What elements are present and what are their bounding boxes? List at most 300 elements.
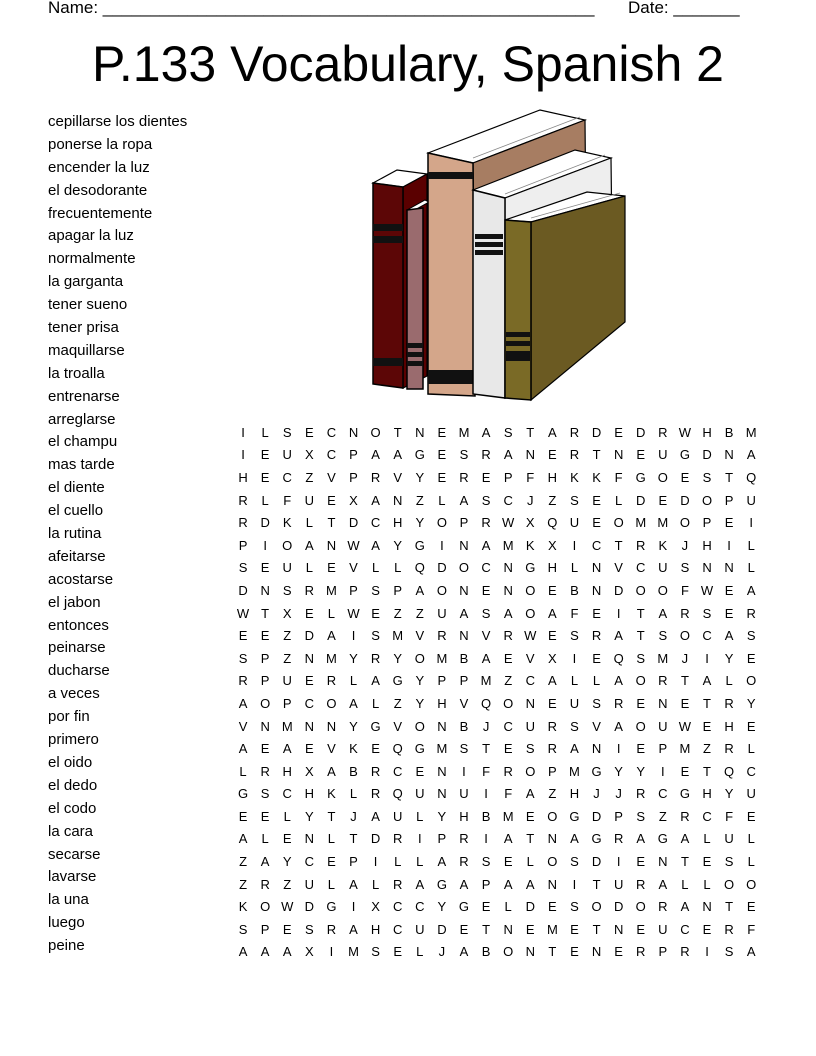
grid-letter: O — [414, 718, 425, 734]
grid-letter: X — [304, 944, 314, 960]
grid-letter: M — [326, 650, 337, 666]
grid-letter: N — [459, 628, 469, 644]
grid-letter: E — [746, 650, 756, 666]
grid-letter: Z — [658, 808, 667, 824]
grid-letter: L — [327, 605, 336, 621]
grid-letter: T — [725, 899, 734, 915]
grid-letter: I — [351, 628, 356, 644]
grid-letter: H — [569, 786, 580, 802]
grid-letter: Q — [724, 763, 735, 779]
grid-letter: E — [503, 650, 513, 666]
grid-letter: C — [525, 673, 535, 689]
grid-letter: C — [702, 808, 712, 824]
grid-letter: Z — [239, 854, 248, 870]
grid-letter: L — [327, 831, 336, 847]
word-list-item: peinarse — [48, 639, 106, 657]
grid-letter: R — [746, 605, 756, 621]
grid-letter: A — [349, 921, 358, 937]
grid-letter: L — [747, 537, 755, 553]
grid-letter: S — [481, 854, 491, 870]
grid-letter: T — [636, 605, 645, 621]
grid-letter: A — [658, 605, 668, 621]
grid-letter: E — [371, 605, 380, 621]
grid-letter: A — [349, 695, 358, 711]
grid-letter: G — [591, 763, 602, 779]
word-list-item: arreglarse — [48, 410, 116, 428]
grid-letter: N — [437, 786, 447, 802]
grid-letter: L — [261, 492, 269, 508]
grid-letter: A — [570, 741, 579, 757]
grid-letter: I — [329, 944, 334, 960]
word-list-item: primero — [48, 731, 99, 749]
grid-letter: A — [548, 424, 557, 440]
grid-letter: I — [616, 605, 621, 621]
grid-letter: N — [459, 582, 469, 598]
grid-letter: N — [503, 560, 513, 576]
grid-letter: I — [351, 899, 356, 915]
grid-letter: D — [348, 515, 359, 531]
grid-letter: C — [326, 447, 337, 463]
grid-letter: D — [636, 424, 646, 440]
grid-letter: I — [661, 763, 665, 779]
grid-letter: A — [327, 763, 336, 779]
grid-letter: G — [657, 831, 668, 847]
grid-letter: P — [260, 921, 270, 937]
grid-letter: O — [657, 582, 668, 598]
grid-letter: E — [702, 921, 712, 937]
grid-letter: L — [394, 560, 402, 576]
grid-letter: R — [437, 628, 447, 644]
grid-letter: S — [503, 424, 513, 440]
grid-row — [232, 941, 762, 964]
grid-letter: Z — [283, 628, 292, 644]
grid-letter: D — [304, 899, 315, 915]
word-list-item: entrenarse — [48, 387, 120, 405]
grid-letter: E — [636, 854, 646, 870]
grid-letter: K — [282, 515, 292, 531]
grid-letter: A — [481, 424, 491, 440]
grid-letter: Q — [547, 515, 558, 531]
grid-letter: I — [263, 537, 267, 553]
grid-row — [232, 828, 762, 851]
grid-letter: N — [503, 582, 513, 598]
grid-letter: C — [636, 560, 646, 576]
grid-letter: F — [283, 492, 292, 508]
grid-row — [232, 692, 762, 715]
grid-letter: R — [636, 786, 646, 802]
grid-letter: L — [504, 899, 512, 915]
grid-letter: E — [746, 899, 756, 915]
grid-letter: P — [260, 673, 270, 689]
grid-letter: R — [569, 447, 580, 463]
grid-letter: O — [613, 515, 624, 531]
grid-letter: S — [636, 808, 646, 824]
word-list-item: afeitarse — [48, 547, 106, 565]
grid-letter: C — [481, 560, 491, 576]
word-list-item: el champu — [48, 433, 118, 451]
grid-letter: M — [657, 515, 669, 531]
grid-letter: R — [503, 628, 513, 644]
grid-letter: R — [680, 605, 690, 621]
grid-letter: S — [724, 944, 734, 960]
grid-letter: A — [459, 876, 469, 892]
grid-letter: H — [437, 695, 447, 711]
grid-letter: S — [680, 560, 690, 576]
grid-letter: P — [349, 582, 358, 598]
grid-letter: C — [393, 763, 403, 779]
grid-letter: O — [746, 673, 757, 689]
grid-letter: I — [241, 424, 245, 440]
grid-letter: E — [548, 899, 557, 915]
grid-letter: R — [393, 831, 403, 847]
grid-letter: N — [459, 537, 469, 553]
grid-letter: L — [305, 560, 313, 576]
grid-letter: E — [304, 605, 314, 621]
grid-letter: P — [503, 469, 513, 485]
grid-letter: E — [658, 492, 668, 508]
grid-row — [232, 715, 762, 738]
grid-letter: A — [503, 605, 513, 621]
grid-letter: S — [570, 492, 579, 508]
grid-letter: W — [524, 628, 537, 644]
grid-letter: N — [525, 695, 535, 711]
grid-letter: Z — [703, 741, 711, 757]
grid-letter: M — [657, 650, 669, 666]
grid-letter: X — [282, 605, 292, 621]
grid-letter: R — [393, 876, 403, 892]
grid-letter: V — [393, 469, 403, 485]
grid-letter: A — [481, 650, 491, 666]
grid-row — [232, 873, 762, 896]
word-list-item: maquillarse — [48, 341, 125, 359]
grid-letter: E — [548, 447, 557, 463]
grid-letter: A — [238, 695, 248, 711]
grid-letter: Z — [393, 695, 402, 711]
grid-letter: L — [416, 944, 424, 960]
page-title: P.133 Vocabulary, Spanish 2 — [92, 36, 724, 92]
grid-letter: E — [481, 899, 491, 915]
grid-letter: N — [702, 899, 712, 915]
grid-letter: O — [436, 582, 447, 598]
grid-letter: A — [746, 582, 756, 598]
grid-letter: H — [724, 718, 734, 734]
grid-letter: R — [658, 899, 668, 915]
grid-letter: E — [592, 515, 601, 531]
grid-letter: L — [416, 808, 424, 824]
grid-letter: J — [681, 537, 689, 553]
grid-letter: Q — [392, 786, 403, 802]
grid-row — [232, 444, 762, 467]
grid-letter: L — [747, 854, 755, 870]
grid-letter: V — [525, 650, 535, 666]
grid-letter: O — [547, 808, 558, 824]
grid-letter: P — [724, 492, 734, 508]
grid-letter: A — [459, 944, 469, 960]
grid-letter: W — [502, 515, 515, 531]
grid-letter: G — [679, 786, 690, 802]
grid-letter: S — [570, 854, 579, 870]
grid-letter: H — [702, 537, 712, 553]
grid-letter: Q — [746, 469, 757, 485]
grid-letter: N — [326, 718, 337, 734]
grid-letter: Z — [415, 605, 424, 621]
grid-letter: R — [481, 447, 491, 463]
grid-letter: D — [525, 899, 535, 915]
grid-letter: N — [260, 718, 270, 734]
grid-letter: P — [658, 944, 668, 960]
grid-letter: R — [260, 763, 270, 779]
grid-letter: O — [701, 492, 713, 508]
grid-letter: A — [260, 854, 270, 870]
grid-letter: G — [679, 447, 690, 463]
grid-letter: R — [613, 695, 624, 711]
grid-letter: X — [525, 515, 535, 531]
grid-letter: V — [592, 718, 601, 734]
grid-letter: Y — [282, 854, 292, 870]
grid-letter: J — [681, 650, 689, 666]
grid-letter: G — [635, 469, 646, 485]
word-list-item: tener prisa — [48, 319, 119, 337]
grid-letter: L — [261, 831, 269, 847]
grid-letter: Q — [481, 695, 492, 711]
grid-letter: L — [747, 741, 755, 757]
grid-row — [232, 489, 762, 512]
grid-letter: T — [592, 876, 601, 892]
grid-letter: P — [238, 537, 248, 553]
grid-letter: U — [282, 447, 292, 463]
grid-letter: L — [394, 854, 402, 870]
grid-row — [232, 895, 762, 918]
grid-letter: X — [349, 492, 358, 508]
grid-letter: S — [636, 650, 646, 666]
grid-letter: T — [526, 424, 535, 440]
grid-row — [232, 557, 762, 580]
grid-letter: Z — [283, 650, 292, 666]
grid-letter: X — [371, 899, 380, 915]
grid-letter: R — [636, 537, 646, 553]
grid-letter: K — [349, 741, 358, 757]
grid-letter: K — [525, 537, 535, 553]
grid-letter: D — [437, 560, 447, 576]
grid-letter: U — [282, 560, 292, 576]
grid-letter: E — [746, 718, 756, 734]
header-row — [48, 0, 748, 18]
grid-letter: O — [679, 628, 690, 644]
grid-letter: N — [304, 650, 315, 666]
grid-letter: U — [415, 786, 425, 802]
grid-letter: Y — [724, 650, 734, 666]
word-list-item: la cara — [48, 822, 94, 840]
grid-letter: O — [260, 695, 271, 711]
grid-letter: C — [591, 537, 602, 553]
grid-letter: S — [238, 921, 248, 937]
grid-letter: O — [525, 582, 536, 598]
grid-letter: U — [459, 786, 469, 802]
grid-letter: C — [658, 786, 668, 802]
grid-letter: V — [327, 741, 336, 757]
grid-letter: Z — [305, 469, 314, 485]
word-list-item: cepillarse los dientes — [48, 113, 188, 130]
grid-letter: P — [437, 831, 447, 847]
grid-row — [232, 579, 762, 602]
grid-letter: F — [482, 763, 491, 779]
grid-letter: E — [304, 741, 314, 757]
grid-letter: F — [614, 469, 623, 485]
grid-letter: A — [327, 628, 336, 644]
grid-letter: A — [371, 808, 380, 824]
grid-letter: V — [481, 628, 491, 644]
grid-letter: Y — [636, 763, 646, 779]
grid-letter: A — [371, 673, 380, 689]
grid-letter: L — [371, 695, 380, 711]
grid-letter: M — [436, 741, 448, 757]
grid-letter: R — [459, 469, 469, 485]
grid-letter: F — [526, 469, 535, 485]
grid-letter: I — [373, 854, 378, 870]
grid-letter: Y — [724, 786, 734, 802]
grid-letter: E — [548, 582, 557, 598]
grid-letter: N — [437, 763, 447, 779]
grid-letter: N — [525, 944, 535, 960]
grid-letter: Y — [349, 650, 358, 666]
grid-letter: G — [326, 899, 337, 915]
grid-row — [232, 805, 762, 828]
grid-letter: E — [260, 628, 270, 644]
grid-letter: V — [393, 718, 403, 734]
grid-letter: T — [703, 763, 711, 779]
grid-letter: O — [657, 469, 668, 485]
grid-letter: K — [658, 537, 668, 553]
grid-letter: N — [591, 560, 602, 576]
grid-letter: A — [614, 673, 623, 689]
grid-letter: D — [370, 831, 381, 847]
grid-letter: E — [393, 944, 403, 960]
grid-letter: O — [635, 582, 646, 598]
grid-letter: O — [635, 673, 646, 689]
grid-letter: P — [459, 673, 469, 689]
grid-letter: X — [304, 447, 314, 463]
grid-letter: A — [238, 741, 248, 757]
grid-letter: I — [572, 537, 577, 553]
grid-letter: O — [525, 763, 536, 779]
grid-letter: R — [658, 673, 668, 689]
grid-letter: M — [480, 673, 492, 689]
word-list-item: la una — [48, 891, 89, 909]
grid-letter: A — [680, 899, 690, 915]
grid-letter: A — [437, 854, 447, 870]
grid-letter: M — [436, 650, 448, 666]
grid-letter: P — [548, 763, 557, 779]
grid-letter: E — [503, 854, 513, 870]
grid-letter: E — [680, 469, 690, 485]
grid-letter: N — [547, 831, 558, 847]
grid-letter: S — [260, 786, 270, 802]
grid-row — [232, 624, 762, 647]
grid-letter: N — [304, 831, 315, 847]
grid-letter: T — [636, 628, 645, 644]
grid-letter: S — [570, 718, 579, 734]
grid-letter: L — [681, 876, 689, 892]
word-list-item: entonces — [48, 616, 109, 634]
grid-letter: C — [326, 424, 337, 440]
grid-letter: D — [591, 854, 602, 870]
grid-letter: T — [725, 469, 734, 485]
grid-letter: U — [613, 876, 624, 892]
grid-letter: E — [481, 469, 491, 485]
grid-letter: Y — [415, 695, 425, 711]
grid-letter: X — [548, 537, 557, 553]
grid-letter: S — [282, 424, 292, 440]
grid-letter: R — [370, 786, 381, 802]
grid-letter: P — [702, 515, 712, 531]
grid-letter: R — [481, 515, 491, 531]
grid-letter: E — [260, 560, 270, 576]
grid-letter: G — [525, 560, 536, 576]
grid-letter: A — [282, 944, 292, 960]
grid-letter: R — [547, 741, 558, 757]
grid-letter: R — [370, 763, 381, 779]
grid-letter: A — [636, 831, 646, 847]
grid-letter: N — [591, 944, 602, 960]
grid-letter: U — [282, 673, 292, 689]
grid-letter: U — [658, 718, 668, 734]
grid-letter: S — [282, 582, 292, 598]
grid-letter: S — [459, 447, 469, 463]
grid-letter: R — [326, 673, 337, 689]
word-list-item: por fin — [48, 708, 90, 726]
word-list-item: luego — [48, 914, 85, 932]
grid-letter: C — [282, 786, 292, 802]
grid-letter: R — [503, 763, 513, 779]
word-list-item: ponerse la ropa — [48, 135, 153, 153]
grid-letter: X — [304, 763, 314, 779]
grid-letter: S — [570, 899, 579, 915]
grid-letter: A — [260, 944, 270, 960]
grid-letter: U — [658, 447, 668, 463]
grid-letter: B — [459, 718, 469, 734]
grid-letter: D — [591, 424, 602, 440]
grid-letter: A — [503, 831, 513, 847]
grid-letter: R — [238, 492, 248, 508]
grid-letter: S — [658, 628, 668, 644]
grid-letter: N — [547, 876, 558, 892]
grid-letter: A — [349, 876, 358, 892]
grid-letter: F — [504, 786, 513, 802]
grid-letter: K — [238, 899, 248, 915]
grid-letter: E — [260, 447, 270, 463]
grid-letter: Z — [548, 492, 557, 508]
grid-letter: O — [635, 718, 646, 734]
grid-letter: O — [503, 944, 514, 960]
grid-letter: V — [459, 695, 469, 711]
grid-letter: T — [261, 605, 270, 621]
grid-row — [232, 737, 762, 760]
grid-letter: G — [458, 899, 470, 915]
grid-letter: D — [613, 899, 624, 915]
grid-letter: J — [615, 786, 622, 802]
grid-letter: T — [548, 944, 557, 960]
grid-letter: A — [658, 876, 668, 892]
grid-letter: Z — [393, 605, 402, 621]
grid-letter: M — [569, 763, 580, 779]
grid-letter: N — [525, 447, 535, 463]
grid-letter: D — [304, 628, 315, 644]
grid-letter: O — [436, 515, 447, 531]
grid-letter: S — [702, 469, 712, 485]
grid-letter: A — [680, 831, 690, 847]
grid-letter: E — [614, 944, 623, 960]
grid-letter: S — [525, 741, 535, 757]
